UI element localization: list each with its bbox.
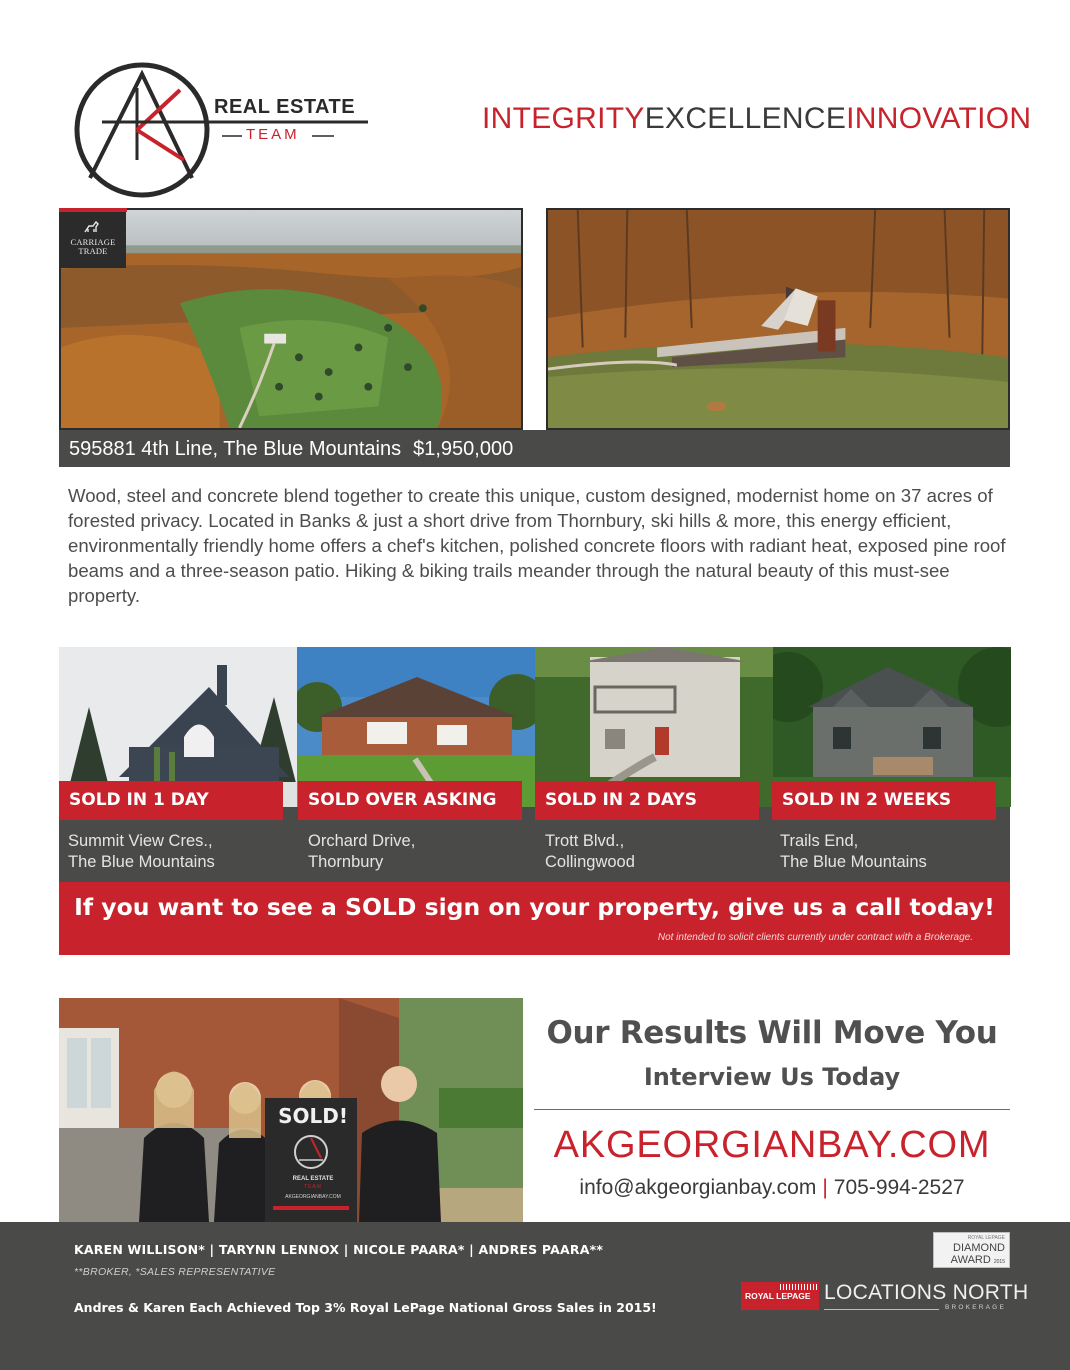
email-link[interactable]: info@akgeorgianbay.com — [579, 1176, 817, 1199]
badge-line-2: TRADE — [78, 246, 108, 256]
locations-north-logo: LOCATIONS NORTH — [824, 1281, 1029, 1304]
sold-badge-3: SOLD IN 2 DAYS — [535, 781, 759, 820]
team-names: KAREN WILLISON* | TARYNN LENNOX | NICOLE PAARA* | ANDRES PAARA** — [74, 1242, 604, 1257]
sold-town-4: The Blue Mountains — [780, 853, 927, 871]
diamond-award-line1: DIAMOND — [953, 1242, 1005, 1254]
sign-real-estate: REAL ESTATE — [292, 1176, 334, 1182]
featured-address: 595881 4th Line, The Blue Mountains — [69, 438, 402, 460]
tagline-excellence: EXCELLENCE — [644, 102, 847, 135]
sign-website: AKGEORGIANBAY.COM — [285, 1194, 341, 1200]
tagline-innovation: INNOVATION — [846, 102, 1032, 135]
team-roles: **BROKER, *SALES REPRESENTATIVE — [74, 1266, 276, 1278]
results-headline: Our Results Will Move You — [546, 1015, 998, 1051]
cta-disclaimer: Not intended to solicit clients currently under contract with a Brokerage. — [657, 932, 973, 943]
horse-carriage-icon — [84, 220, 102, 234]
locations-north-rule — [824, 1309, 939, 1310]
diamond-award-brand: ROYAL LEPAGE — [967, 1235, 1005, 1241]
sign-sold-text: SOLD! — [278, 1104, 348, 1128]
sold-street-2: Orchard Drive, — [308, 832, 416, 850]
sign-team: TEAM — [304, 1184, 322, 1190]
sold-location-2 — [308, 831, 415, 873]
tagline-integrity: INTEGRITY — [482, 102, 645, 135]
tagline — [482, 102, 1031, 136]
royal-lepage-bars — [780, 1284, 818, 1290]
featured-address-bar — [59, 430, 1010, 467]
featured-description: Wood, steel and concrete blend together to create this unique, custom designed, modernist home on 37 acres of forested privacy. Located in Banks & just a short drive from Thornbury, ski hills & more, this energy efficient, environmentally friendly home offers a chef's kitchen, polished concrete floors with radiant heat, exposed pine roof beams and a three-season patio. Hiking & biking trails meander through the natural beauty of this must-see property. — [68, 485, 1006, 606]
badge-line-1: CARRIAGE — [70, 237, 116, 247]
featured-house-photo — [546, 208, 1010, 430]
sold-badge-1: SOLD IN 1 DAY — [59, 781, 283, 820]
carriage-trade-badge — [60, 212, 126, 268]
contact-divider — [534, 1109, 1010, 1110]
diamond-award-year: 2015 — [993, 1259, 1005, 1265]
brokerage-label: BROKERAGE — [945, 1304, 1006, 1311]
website-link[interactable]: AKGEORGIANBAY.COM — [553, 1124, 991, 1166]
sold-location-1 — [68, 831, 215, 873]
diamond-award-label: AWARD — [950, 1254, 991, 1266]
cta-headline: If you want to see a SOLD sign on your property, give us a call today! — [74, 893, 995, 921]
sold-street-4: Trails End, — [780, 832, 859, 850]
achievement-text: Andres & Karen Each Achieved Top 3% Royal LePage National Gross Sales in 2015! — [74, 1300, 657, 1315]
sold-town-1: The Blue Mountains — [68, 853, 215, 871]
logo-text-team: TEAM — [246, 126, 300, 143]
featured-aerial-photo — [59, 208, 523, 430]
royal-lepage-logo: ROYAL LEPAGE — [741, 1282, 819, 1310]
logo-text-real-estate: REAL ESTATE — [214, 96, 356, 118]
sold-location-3 — [545, 831, 635, 873]
phone-number[interactable]: 705-994-2527 — [833, 1176, 965, 1199]
featured-price: $1,950,000 — [413, 438, 514, 460]
contact-separator: | — [822, 1176, 828, 1199]
sold-location-4 — [780, 831, 927, 873]
contact-line — [534, 1176, 1010, 1200]
sold-town-2: Thornbury — [308, 853, 384, 871]
sold-street-1: Summit View Cres., — [68, 832, 213, 850]
sold-badge-2: SOLD OVER ASKING — [298, 781, 522, 820]
sold-town-3: Collingwood — [545, 853, 635, 871]
sold-street-3: Trott Blvd., — [545, 832, 625, 850]
diamond-award-badge — [933, 1232, 1010, 1268]
interview-subheadline: Interview Us Today — [643, 1063, 901, 1091]
ak-logo — [72, 60, 372, 205]
sold-badge-4: SOLD IN 2 WEEKS — [772, 781, 996, 820]
diamond-award-line2 — [934, 1254, 1005, 1268]
